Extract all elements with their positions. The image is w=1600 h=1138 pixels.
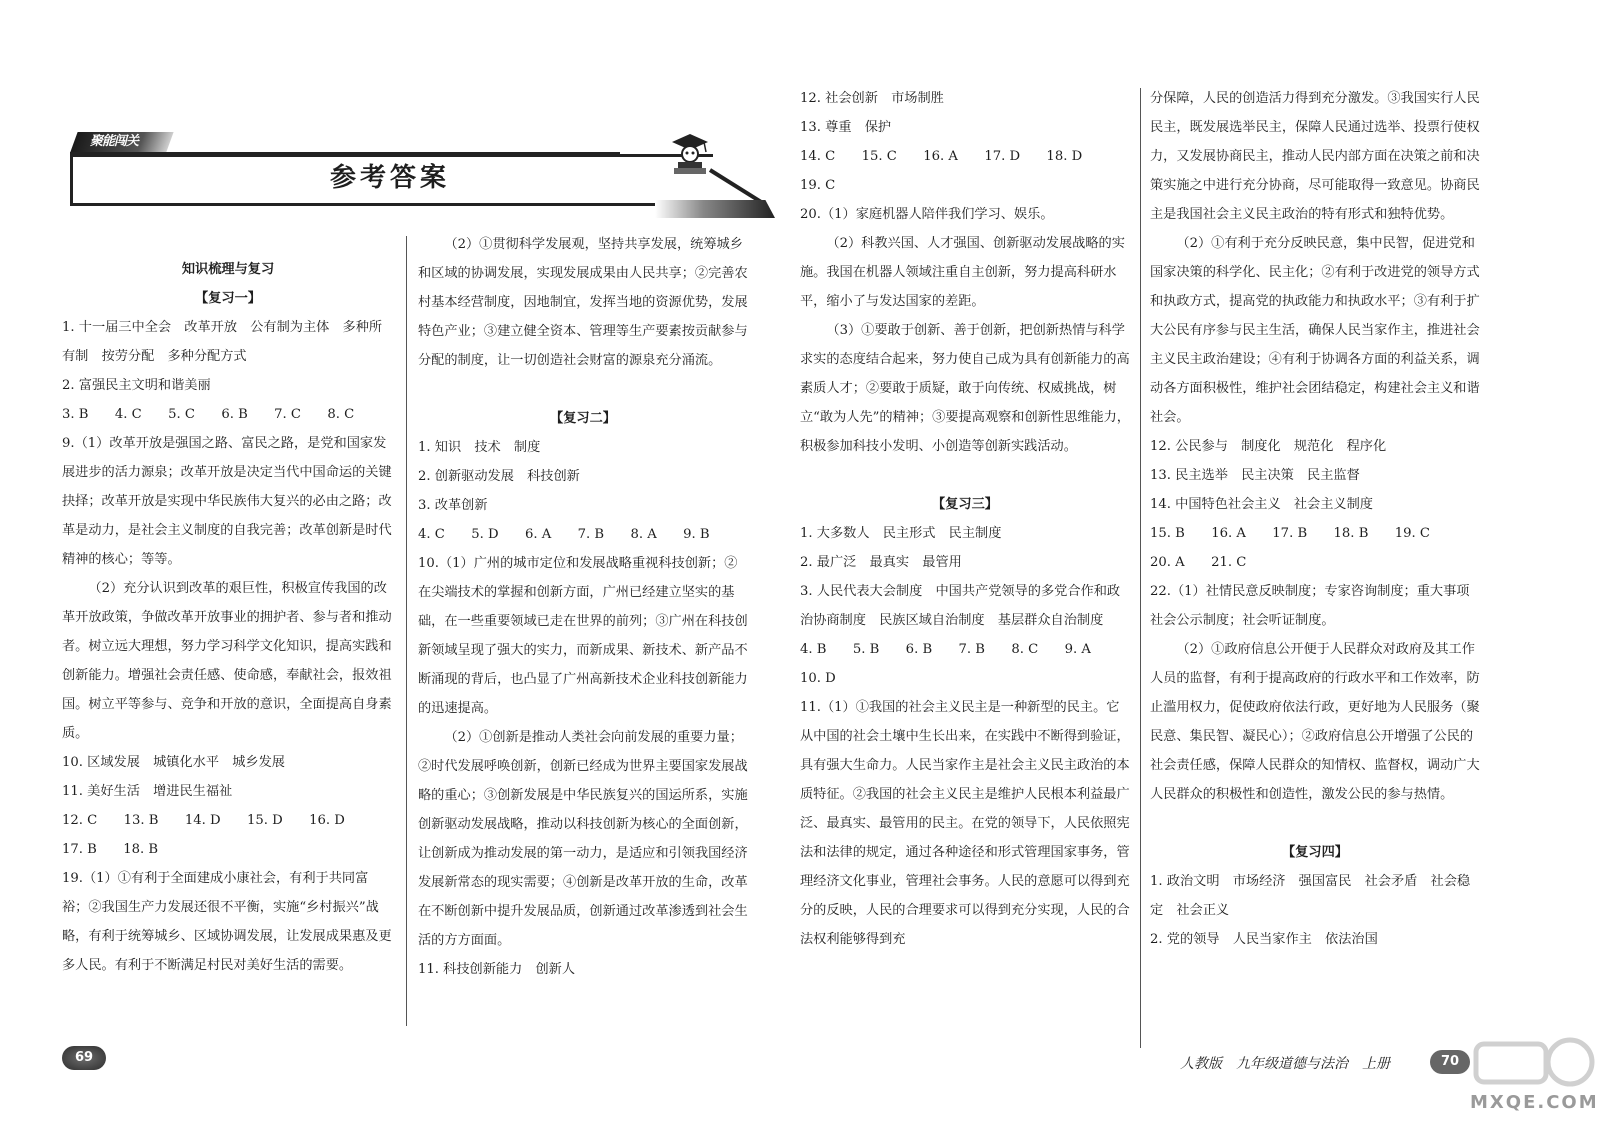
answer-paragraph: 3. 改革创新: [418, 498, 488, 513]
answer-paragraph: 11.（1）①我国的社会主义民主是一种新型的民主。它从中国的社会土壤中生长出来，在实践中不断得到验证，具有强大生命力。人民当家作主是社会主义民主政治的本质特征。②我国的社会主义民主是维护人民根本利益最广泛、最真实、最管用的民主。在党的领导下，人民依照宪法和法律的规定，通过各种途径和形式管理国家事务，管理经济文化事业，管理社会事务。人民的意愿可以得到充分的反映，人民的合理要求可以得到充分实现，人民的合法权利能够得到充: [800, 700, 1130, 947]
answer-paragraph: 13. 民主选举 民主决策 民主监督: [1150, 468, 1360, 483]
column-divider: [406, 236, 407, 1026]
answer-paragraph: 2. 富强民主文明和谐美丽: [62, 378, 211, 393]
answer-paragraph: （3）①要敢于创新、善于创新，把创新热情与科学求实的态度结合起来，努力使自己成为具有创新能力的高素质人才；②要敢于质疑，敢于向传统、权威挑战，树立“敢为人先”的精神；③要提高观察和创新性思维能力，积极参加科技小发明、小创造等创新实践活动。: [800, 323, 1130, 454]
answer-paragraph: 1. 政治文明 市场经济 强国富民 社会矛盾 社会稳定 社会正义: [1150, 874, 1471, 918]
answer-paragraph: 4. C 5. D 6. A 7. B 8. A 9. B: [418, 527, 710, 542]
spacer: [418, 375, 748, 404]
answer-paragraph: 10. 区域发展 城镇化水平 城乡发展: [62, 755, 285, 770]
answer-paragraph: （2）①创新是推动人类社会向前发展的重要力量；②时代发展呼唤创新，创新已经成为世界主要国家发展战略的重心；③创新发展是中华民族复兴的国运所系，实施创新驱动发展战略，推动以科技创新为核心的全面创新，让创新成为推动发展的第一动力，是适应和引领我国经济发展新常态的现实需要；④创新是改革开放的生命，改革在不断创新中提升发展品质，创新通过改革渗透到社会生活的方方面面。: [418, 730, 748, 948]
banner-tab: [70, 132, 173, 152]
answer-paragraph: 11. 科技创新能力 创新人: [418, 962, 576, 977]
banner-tab-text: 聚能闯关: [90, 134, 139, 149]
answer-paragraph: 10. D: [800, 671, 836, 686]
answer-paragraph: （2）①有利于充分反映民意，集中民智，促进党和国家决策的科学化、民主化；②有利于改进党的领导方式和执政方式，提高党的执政能力和执政水平；③有利于扩大公民有序参与民主生活，确保人民当家作主，推进社会主义民主政治建设；④有利于协调各方面的利益关系，调动各方面积极性，维护社会团结稳定，构建社会主义和谐社会。: [1150, 236, 1480, 425]
answer-paragraph: 14. C 15. C 16. A 17. D 18. D: [800, 149, 1083, 164]
graduate-mascot-icon: [668, 130, 712, 178]
answer-paragraph: 9.（1）改革开放是强国之路、富民之路，是党和国家发展进步的活力源泉；改革开放是决定当代中国命运的关键抉择；改革开放是实现中华民族伟大复兴的必由之路；改革是动力，是社会主义制度的自我完善；改革创新是时代精神的核心；等等。: [62, 436, 392, 567]
answer-paragraph: 13. 尊重 保护: [800, 120, 892, 135]
answer-paragraph: 10.（1）广州的城市定位和发展战略重视科技创新；②在尖端技术的掌握和创新方面，广州已经建立坚实的基础，在一些重要领域已走在世界的前列；③广州在科技创新领域呈现了强大的实力，而新成果、新技术、新产品不断涌现的背后，也凸显了广州高新技术企业科技创新能力的迅速提高。: [418, 556, 748, 716]
answer-paragraph: 15. B 16. A 17. B 18. B 19. C: [1150, 526, 1431, 541]
answer-paragraph: 12. 社会创新 市场制胜: [800, 91, 944, 106]
spacer: [800, 461, 1130, 490]
answer-paragraph: 20. A 21. C: [1150, 555, 1247, 570]
answer-paragraph: 12. C 13. B 14. D 15. D 16. D: [62, 813, 345, 828]
page-number-right: 70: [1430, 1050, 1470, 1074]
section-heading: 【复习二】: [550, 411, 616, 426]
column-4: [1150, 84, 1480, 954]
section-heading: 知识梳理与复习: [181, 262, 275, 277]
answer-paragraph: 17. B 18. B: [62, 842, 159, 857]
section-heading: 【复习三】: [932, 497, 998, 512]
page-number-left: 69: [62, 1046, 106, 1070]
answer-paragraph: 2. 创新驱动发展 科技创新: [418, 469, 580, 484]
answer-paragraph: 1. 大多数人 民主形式 民主制度: [800, 526, 1002, 541]
answer-paragraph: （2）①贯彻科学发展观，坚持共享发展，统筹城乡和区域的协调发展，实现发展成果由人民共享；②完善农村基本经营制度，因地制宜，发挥当地的资源优势，发展特色产业；③建立健全资本、管理等生产要素按贡献参与分配的制度，让一切创造社会财富的源泉充分涌流。: [418, 237, 748, 368]
spacer: [1150, 809, 1480, 838]
answer-paragraph: （2）科教兴国、人才强国、创新驱动发展战略的实施。我国在机器人领域注重自主创新，努力提高科研水平，缩小了与发达国家的差距。: [800, 236, 1125, 309]
column-3: [800, 84, 1130, 954]
banner-slant: [709, 168, 762, 203]
page-title: 参考答案: [329, 163, 450, 193]
answer-paragraph: 2. 党的领导 人民当家作主 依法治国: [1150, 932, 1378, 947]
answer-paragraph: 22.（1）社情民意反映制度；专家咨询制度；重大事项社会公示制度；社会听证制度。: [1150, 584, 1470, 628]
header-banner: [70, 130, 760, 220]
answer-paragraph: 20.（1）家庭机器人陪伴我们学习、娱乐。: [800, 207, 1054, 222]
section-heading: 【复习四】: [1282, 845, 1348, 860]
answer-paragraph: 14. 中国特色社会主义 社会主义制度: [1150, 497, 1373, 512]
answer-paragraph: 19.（1）①有利于全面建成小康社会，有利于共同富裕；②我国生产力发展还很不平衡，实施“乡村振兴”战略，有利于统筹城乡、区域协调发展，让发展成果惠及更多人民。有利于不断满足村民对美好生活的需要。: [62, 871, 392, 973]
column-2: [418, 230, 748, 984]
answer-paragraph: 19. C: [800, 178, 836, 193]
banner-shadow: [655, 200, 775, 218]
answer-paragraph: 2. 最广泛 最真实 最管用: [800, 555, 962, 570]
watermark-text: MXQE.COM: [1470, 1092, 1599, 1113]
answer-paragraph: 分保障，人民的创造活力得到充分激发。③我国实行人民民主，既发展选举民主，保障人民通过选举、投票行使权力，又发展协商民主，推动人民内部方面在决策之前和决策实施之中进行充分协商，尽可能取得一致意见。协商民主是我国社会主义民主政治的特有形式和独特优势。: [1150, 91, 1480, 222]
answer-paragraph: 1. 十一届三中全会 改革开放 公有制为主体 多种所有制 按劳分配 多种分配方式: [62, 320, 383, 364]
answer-paragraph: （2）①政府信息公开便于人民群众对政府及其工作人员的监督，有利于提高政府的行政水平和工作效率，防止滥用权力，促使政府依法行政，更好地为人民服务（聚民意、集民智、凝民心）；②政府信息公开增强了公民的社会责任感，保障人民群众的知情权、监督权，调动广大人民群众的积极性和创造性，激发公民的参与热情。: [1150, 642, 1480, 802]
answer-paragraph: （2）充分认识到改革的艰巨性，积极宣传我国的改革开放政策，争做改革开放事业的拥护者、参与者和推动者。树立远大理想，努力学习科学文化知识，提高实践和创新能力。增强社会责任感、使命感，奉献社会，报效祖国。树立平等参与、竞争和开放的意识，全面提高自身素质。: [62, 581, 392, 741]
column-1: [62, 255, 394, 980]
answer-paragraph: 12. 公民参与 制度化 规范化 程序化: [1150, 439, 1387, 454]
answer-paragraph: 3. B 4. C 5. C 6. B 7. C 8. C: [62, 407, 355, 422]
answer-paragraph: 1. 知识 技术 制度: [418, 440, 541, 455]
answer-paragraph: 11. 美好生活 增进民生福祉: [62, 784, 233, 799]
answer-paragraph: 4. B 5. B 6. B 7. B 8. C 9. A: [800, 642, 1091, 657]
section-heading: 【复习一】: [195, 291, 261, 306]
answer-paragraph: 3. 人民代表大会制度 中国共产党领导的多党合作和政治协商制度 民族区域自治制度 基层群众自治制度: [800, 584, 1121, 628]
column-divider: [1140, 88, 1141, 1048]
footer-book-title: 人教版 九年级道德与法治 上册: [1180, 1056, 1390, 1072]
